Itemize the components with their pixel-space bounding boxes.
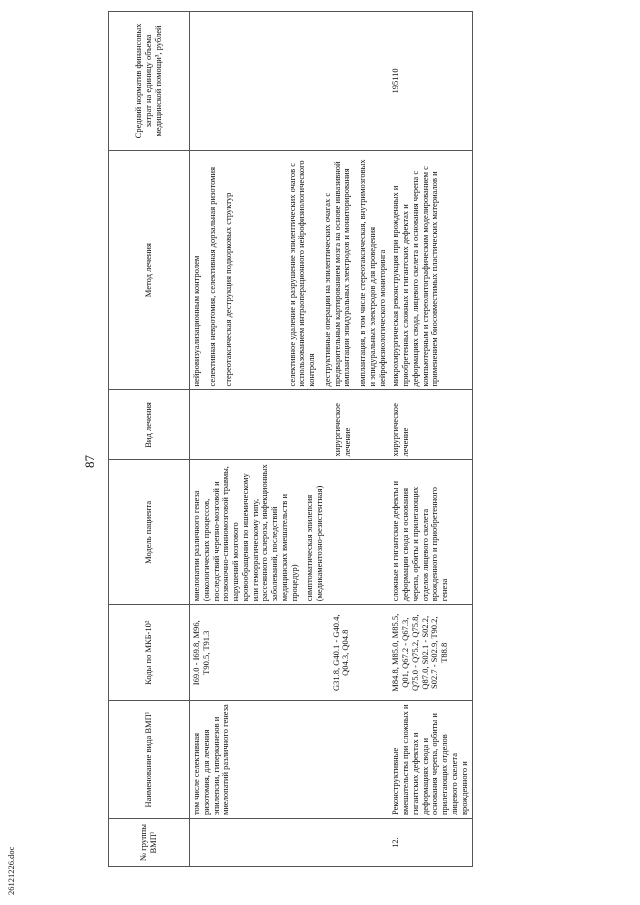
header-patient-model: Модель пациента xyxy=(109,460,190,605)
cell-patient-model: сложные и гигантские дефекты и деформации свода и основания черепа, орбиты и прилегающих отделов лицевого скелета врожденного и приобретенного генеза xyxy=(389,460,472,605)
treatment-method-6: имплантация, в том числе стереотаксическая, внутримозговых и эпидуральных электродов для проведения нейрофизиологического мониторинга xyxy=(357,159,387,387)
cell-icd-codes: M84.8, M85.0, M85.5, Q01, Q67.2 - Q67.3, Q75.0 - Q75.2, Q75.8, Q87.0, S02.1 - S02.2, S02.7 - S02.9, T90.2, T88.8 xyxy=(389,605,472,701)
footer-filename: 26121226.doc xyxy=(6,846,16,895)
header-group-number: № группы ВМП¹ xyxy=(109,819,190,867)
cell-cost-norm: 195110 xyxy=(389,12,472,151)
table-header-row xyxy=(109,12,190,867)
icd-codes-1: I69.0 - I69.8, M96, T90.5, T91.3 xyxy=(191,620,211,686)
icd-codes-2: G31.8, G40.1 - G40.4, Q04.3, Q04.8 xyxy=(330,614,351,691)
cell-vmp-name: том числе селективная ризотомия, для лечения эпилепсии, гиперкинезов и миелопатий различного генеза xyxy=(190,701,390,819)
cell-vmp-name: Реконструктивные вмешательства при сложных и гигантских дефектах и деформациях свода и основания черепа, орбиты и прилегающих отделов лицевого скелета врожденного и xyxy=(389,701,472,819)
cell-group-number: 12. xyxy=(389,819,472,867)
treatment-method-1: нейровизуализационным контролем xyxy=(191,255,201,387)
header-treatment-type: Вид лечения xyxy=(109,390,190,460)
table-row xyxy=(190,12,390,867)
header-vmp-name: Наименование вида ВМП¹ xyxy=(109,701,190,819)
vmp-table xyxy=(108,11,473,867)
cell-icd-codes xyxy=(190,605,390,701)
cell-group-number xyxy=(190,819,390,867)
table-row xyxy=(389,12,472,867)
treatment-type-2: хирургическое лечение xyxy=(332,403,352,457)
page-number: 87 xyxy=(82,455,97,468)
cell-treatment-type xyxy=(190,390,390,460)
treatment-type-1 xyxy=(192,394,327,457)
patient-model-1: миелопатии различного генеза (онкологических процессов, последствий черепно-мозговой и позвоночно-спинномозговой травмы, нарушений мозгового кровообращения по ишемическому или геморрагическому типу, рассеянного склероза, инфекционных заболеваний, последствий медицинских вмешательств и процедур) xyxy=(191,464,299,602)
treatment-method-3: стереотаксическая деструкция подкорковых структур xyxy=(222,192,233,387)
cell-treatment-type: хирургическое лечение xyxy=(389,390,472,460)
treatment-method-5: деструктивные операции на эпилептических очагах с предварительным картированием мозга на основе инвазивной имплантации эпидуральных электродов и мониторирования xyxy=(321,161,352,387)
cell-patient-model xyxy=(190,460,390,605)
header-icd-codes: Коды по МКБ-10² xyxy=(109,605,190,701)
treatment-method-4: селективное удаление и разрушение эпилептических очагов с использованием интраоперационного нейрофизиологического контроля xyxy=(286,160,317,387)
patient-model-2: симптоматическая эпилепсия (медикаментозно-резистентная) xyxy=(304,485,325,602)
header-cost-norm: Средний норматив финансовых затрат на единицу объема медицинской помощи³, рублей xyxy=(109,12,190,151)
cell-treatment-method: микрохирургическая реконструкция при врожденных и приобретенных сложных и гигантских дефектах и деформациях свода, лицевого скелета и основания черепа с компьютерным и стереолитографическим моделированием с применением биосовместимых пластических материалов и xyxy=(389,150,472,390)
header-treatment-method: Метод лечения xyxy=(109,150,190,390)
treatment-method-2: селективная невротомия, селективная дорзальная ризотомия xyxy=(206,166,217,387)
cell-treatment-method xyxy=(190,150,390,390)
cell-cost-norm xyxy=(190,12,390,151)
